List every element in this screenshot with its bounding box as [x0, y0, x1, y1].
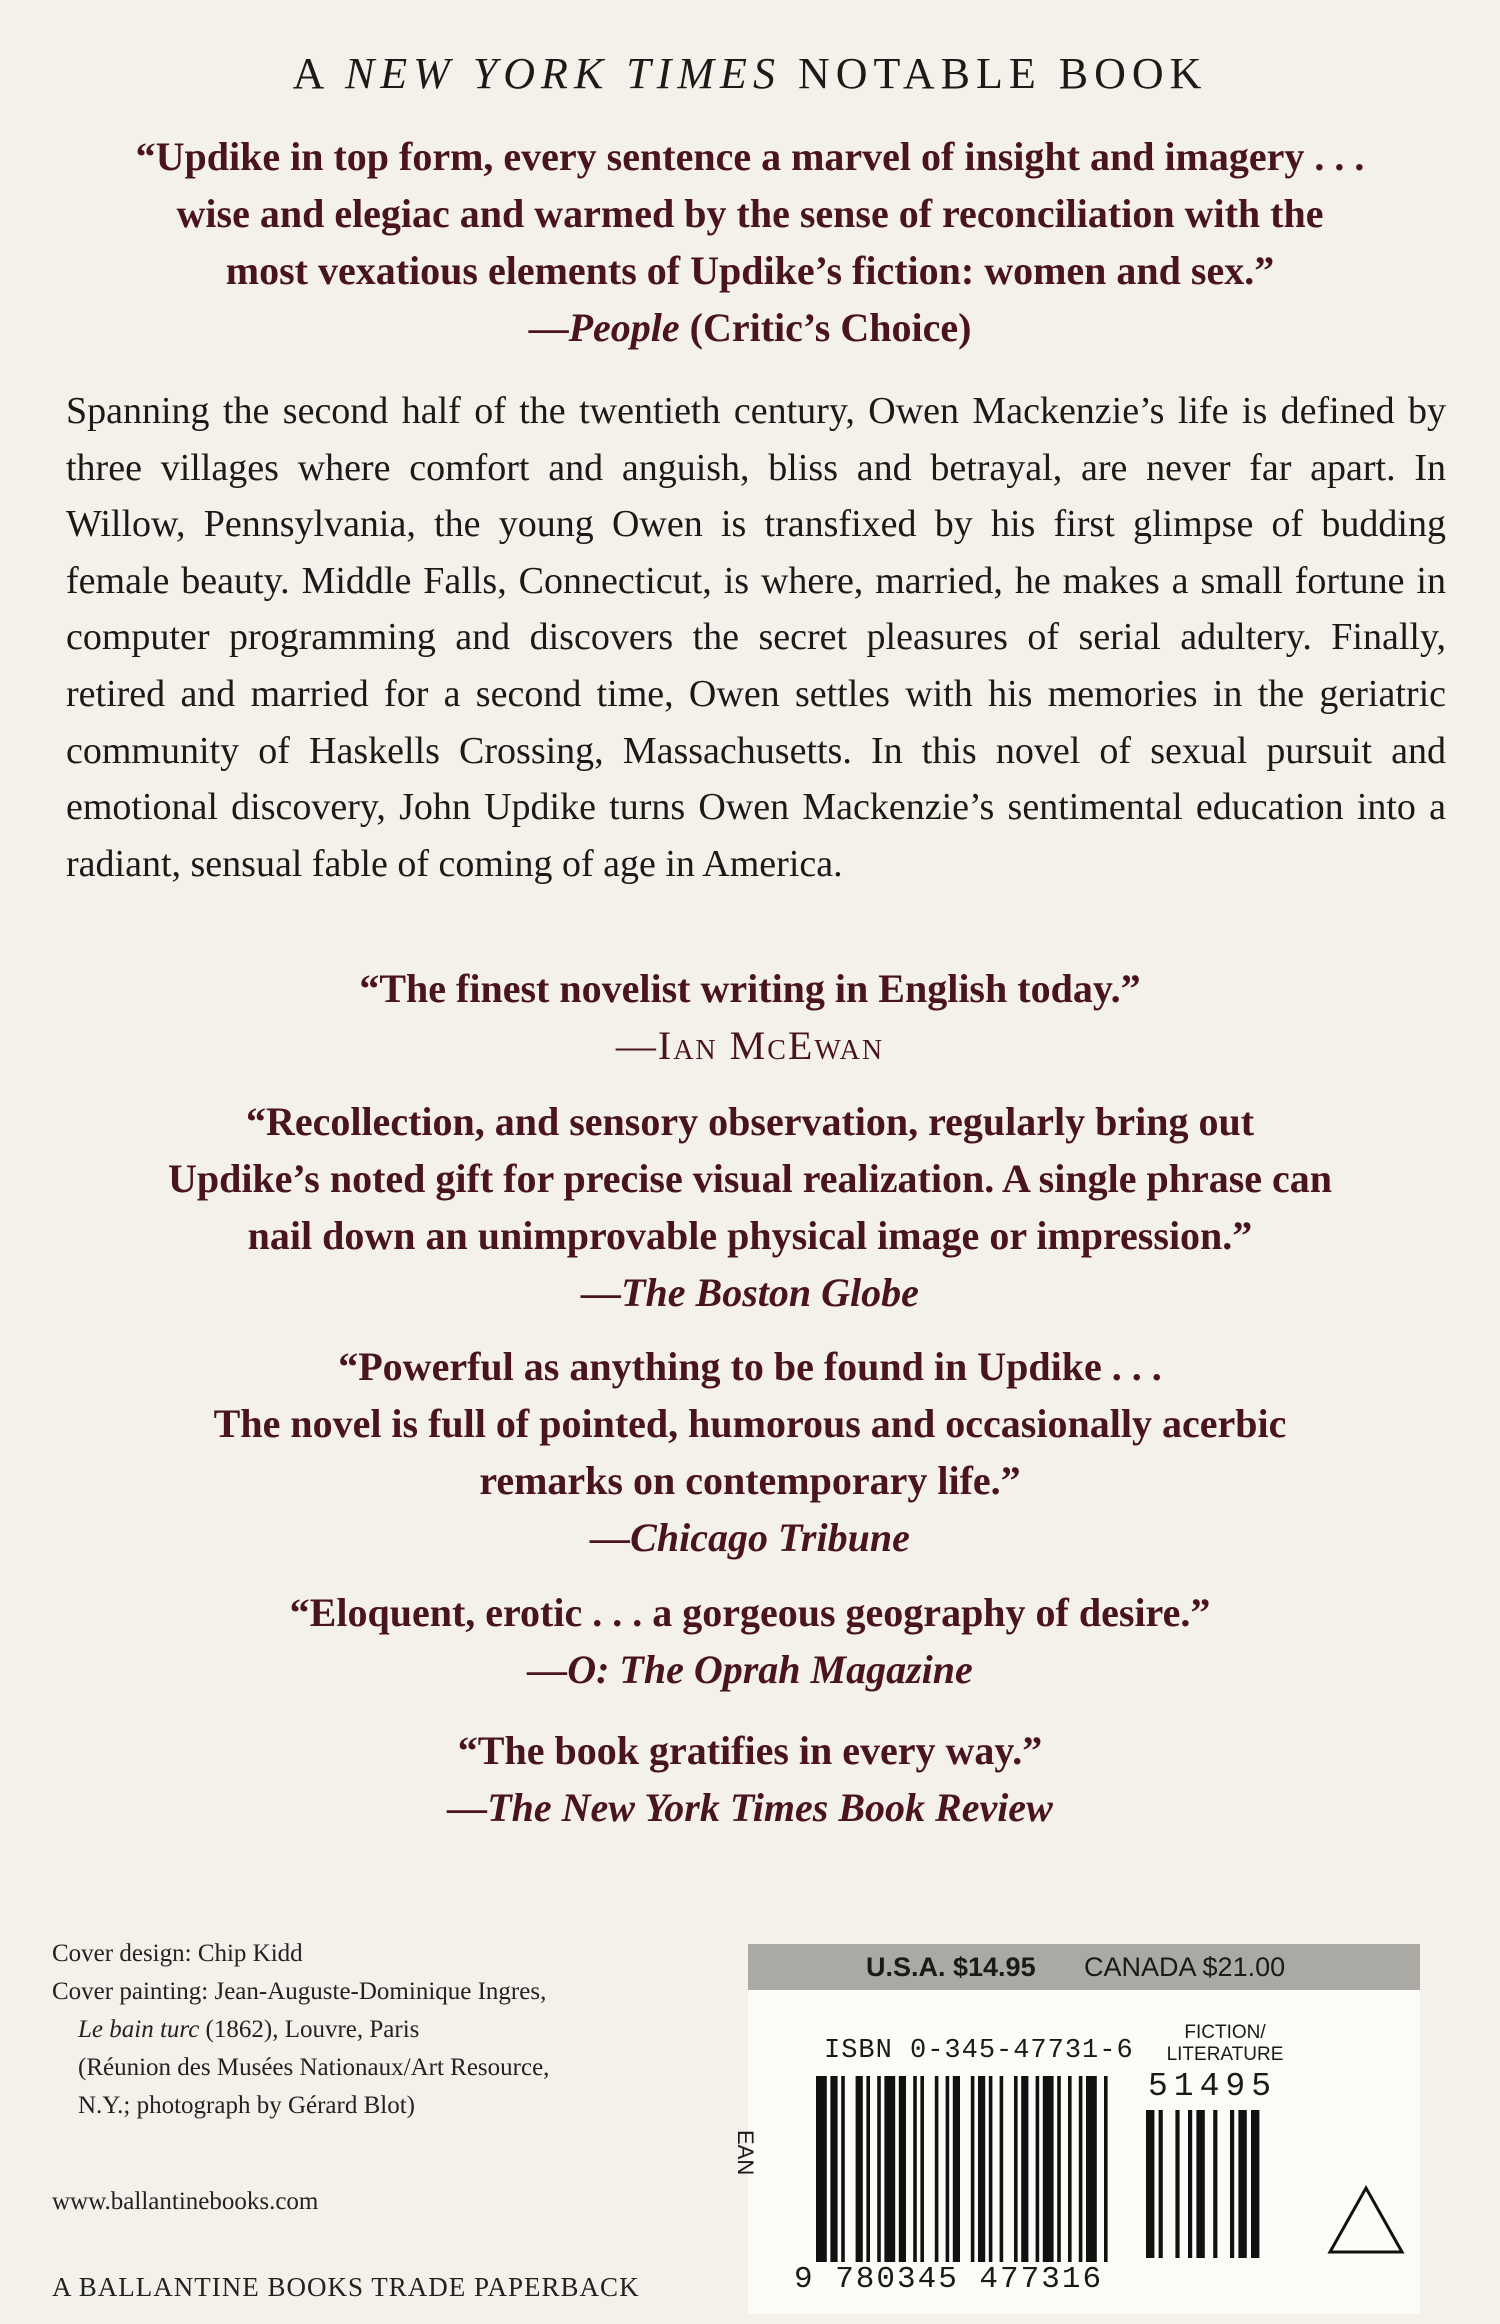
barcode-bar [1146, 2110, 1154, 2258]
barcode-bar [877, 2076, 881, 2262]
header-nyt-title: NEW YORK TIMES [344, 49, 781, 98]
barcode-bar [1188, 2110, 1192, 2258]
barcode-bar [1086, 2076, 1097, 2262]
quote-nyt-book-review [40, 1722, 1460, 1836]
publisher-logo-triangle-icon [1326, 2182, 1406, 2262]
quote-line: “The finest novelist writing in English today.” [359, 966, 1141, 1011]
quote-boston-globe [40, 1093, 1460, 1321]
credit-design: Cover design: Chip Kidd [52, 1940, 303, 1967]
quote-source: —The Boston Globe [581, 1270, 919, 1315]
barcode-bar [1043, 2076, 1054, 2262]
barcode-bar [971, 2076, 975, 2262]
barcode-bar [989, 2076, 993, 2262]
quote-line: The novel is full of pointed, humorous and occasionally acerbic [213, 1401, 1287, 1446]
barcode-bar [816, 2076, 827, 2262]
barcode-bar [1251, 2110, 1259, 2258]
credit-painting-title: Le bain turc (1862), Louvre, Paris [78, 2016, 420, 2043]
isbn-number: ISBN 0-345-47731-6 [824, 2036, 1134, 2066]
ean-barcode [816, 2076, 1116, 2266]
barcode-bar [935, 2076, 939, 2262]
quote-source: —Ian McEwan [615, 1023, 885, 1068]
barcode-bar [920, 2076, 924, 2262]
barcode-bar [953, 2076, 960, 2262]
quote-people [40, 128, 1460, 356]
book-description: Spanning the second half of the twentieth century, Owen Mackenzie’s life is defined by three villages where comfort and anguish, bliss and betrayal, are never far apart. In Willow, Pennsylvania, the young Owen is transfixed by his first glimpse of budding female beauty. Middle Falls, Connecticut, is where, married, he makes a small fortune in computer programming and discovers the secret pleasures of serial adultery. Finally, retired and married for a second time, Owen settles with his memories in the geriatric community of Haskells Crossing, Massachusetts. In this novel of sexual pursuit and emotional discovery, John Updike turns Owen Mackenzie’s sentimental education into a radiant, sensual fable of coming of age in America. [66, 390, 1446, 885]
barcode-bar [830, 2076, 837, 2262]
genre-label: FICTION/ LITERATURE [1166, 2022, 1284, 2065]
price-bar [748, 1944, 1420, 1990]
price-us: U.S.A. $14.95 [866, 1952, 1036, 1982]
quote-oprah-magazine [40, 1584, 1460, 1698]
barcode-bar [978, 2076, 985, 2262]
price-code: 51495 [1148, 2068, 1278, 2105]
barcode-bar [1068, 2076, 1072, 2262]
barcode-bar [1021, 2076, 1028, 2262]
barcode-bar [946, 2076, 950, 2262]
barcode-bar [866, 2076, 870, 2262]
quote-line: remarks on contemporary life.” [479, 1458, 1021, 1503]
barcode-bar [1196, 2110, 1204, 2258]
quote-chicago-tribune [40, 1338, 1460, 1566]
quote-line: “Powerful as anything to be found in Updike . . . [338, 1344, 1162, 1389]
quote-source: —People (Critic’s Choice) [528, 305, 972, 350]
barcode-bar [1104, 2076, 1108, 2262]
barcode-bar [856, 2076, 863, 2262]
quote-line: “Recollection, and sensory observation, regularly bring out [245, 1099, 1255, 1144]
quote-source: —O: The Oprah Magazine [527, 1647, 973, 1692]
credit-photo-line: (Réunion des Musées Nationaux/Art Resource, [78, 2054, 550, 2081]
barcode-bar [1036, 2076, 1040, 2262]
credit-painting: Cover painting: Jean-Auguste-Dominique Ingres, [52, 1978, 547, 2005]
quote-line: “The book gratifies in every way.” [457, 1728, 1043, 1773]
barcode-bar [913, 2076, 917, 2262]
quote-line: most vexatious elements of Updike’s fiction: women and sex.” [225, 248, 1275, 293]
quote-source: —The New York Times Book Review [447, 1785, 1053, 1830]
barcode-bar [1014, 2076, 1018, 2262]
barcode-bar [1000, 2076, 1004, 2262]
publisher-website: www.ballantinebooks.com [52, 2188, 319, 2215]
quote-line: nail down an unimprovable physical image or impression.” [247, 1213, 1253, 1258]
barcode-bar [1079, 2076, 1083, 2262]
cover-credits [52, 1935, 692, 2125]
barcode-bar [1057, 2076, 1061, 2262]
barcode-bar [1175, 2110, 1179, 2258]
ean-digits: 9 780345 477316 [794, 2262, 1104, 2297]
ean-label: EAN [733, 2130, 758, 2176]
barcode-bar [1159, 2110, 1163, 2258]
quote-line: “Eloquent, erotic . . . a gorgeous geography of desire.” [289, 1590, 1211, 1635]
barcode-bar [841, 2076, 845, 2262]
quote-line: “Updike in top form, every sentence a marvel of insight and imagery . . . [135, 134, 1365, 179]
barcode-bar [1238, 2110, 1246, 2258]
quote-line: Updike’s noted gift for precise visual realization. A single phrase can [167, 1156, 1333, 1201]
quote-line: wise and elegiac and warmed by the sense of reconciliation with the [176, 191, 1324, 236]
barcode-box [733, 1944, 1420, 2314]
notable-book-header: A NEW YORK TIMES NOTABLE BOOK [292, 49, 1208, 98]
addon-barcode [1146, 2110, 1296, 2260]
price-canada: CANADA $21.00 [1084, 1952, 1286, 1982]
publisher-imprint: A BALLANTINE BOOKS TRADE PAPERBACK [52, 2272, 640, 2302]
barcode-bar [899, 2076, 906, 2262]
credit-photo-line: N.Y.; photograph by Gérard Blot) [78, 2092, 415, 2119]
barcode-bar [884, 2076, 895, 2262]
quote-source: —Chicago Tribune [590, 1515, 910, 1560]
barcode-bar [1230, 2110, 1234, 2258]
barcode-bar [1213, 2110, 1217, 2258]
quote-mcewan [40, 960, 1460, 1074]
